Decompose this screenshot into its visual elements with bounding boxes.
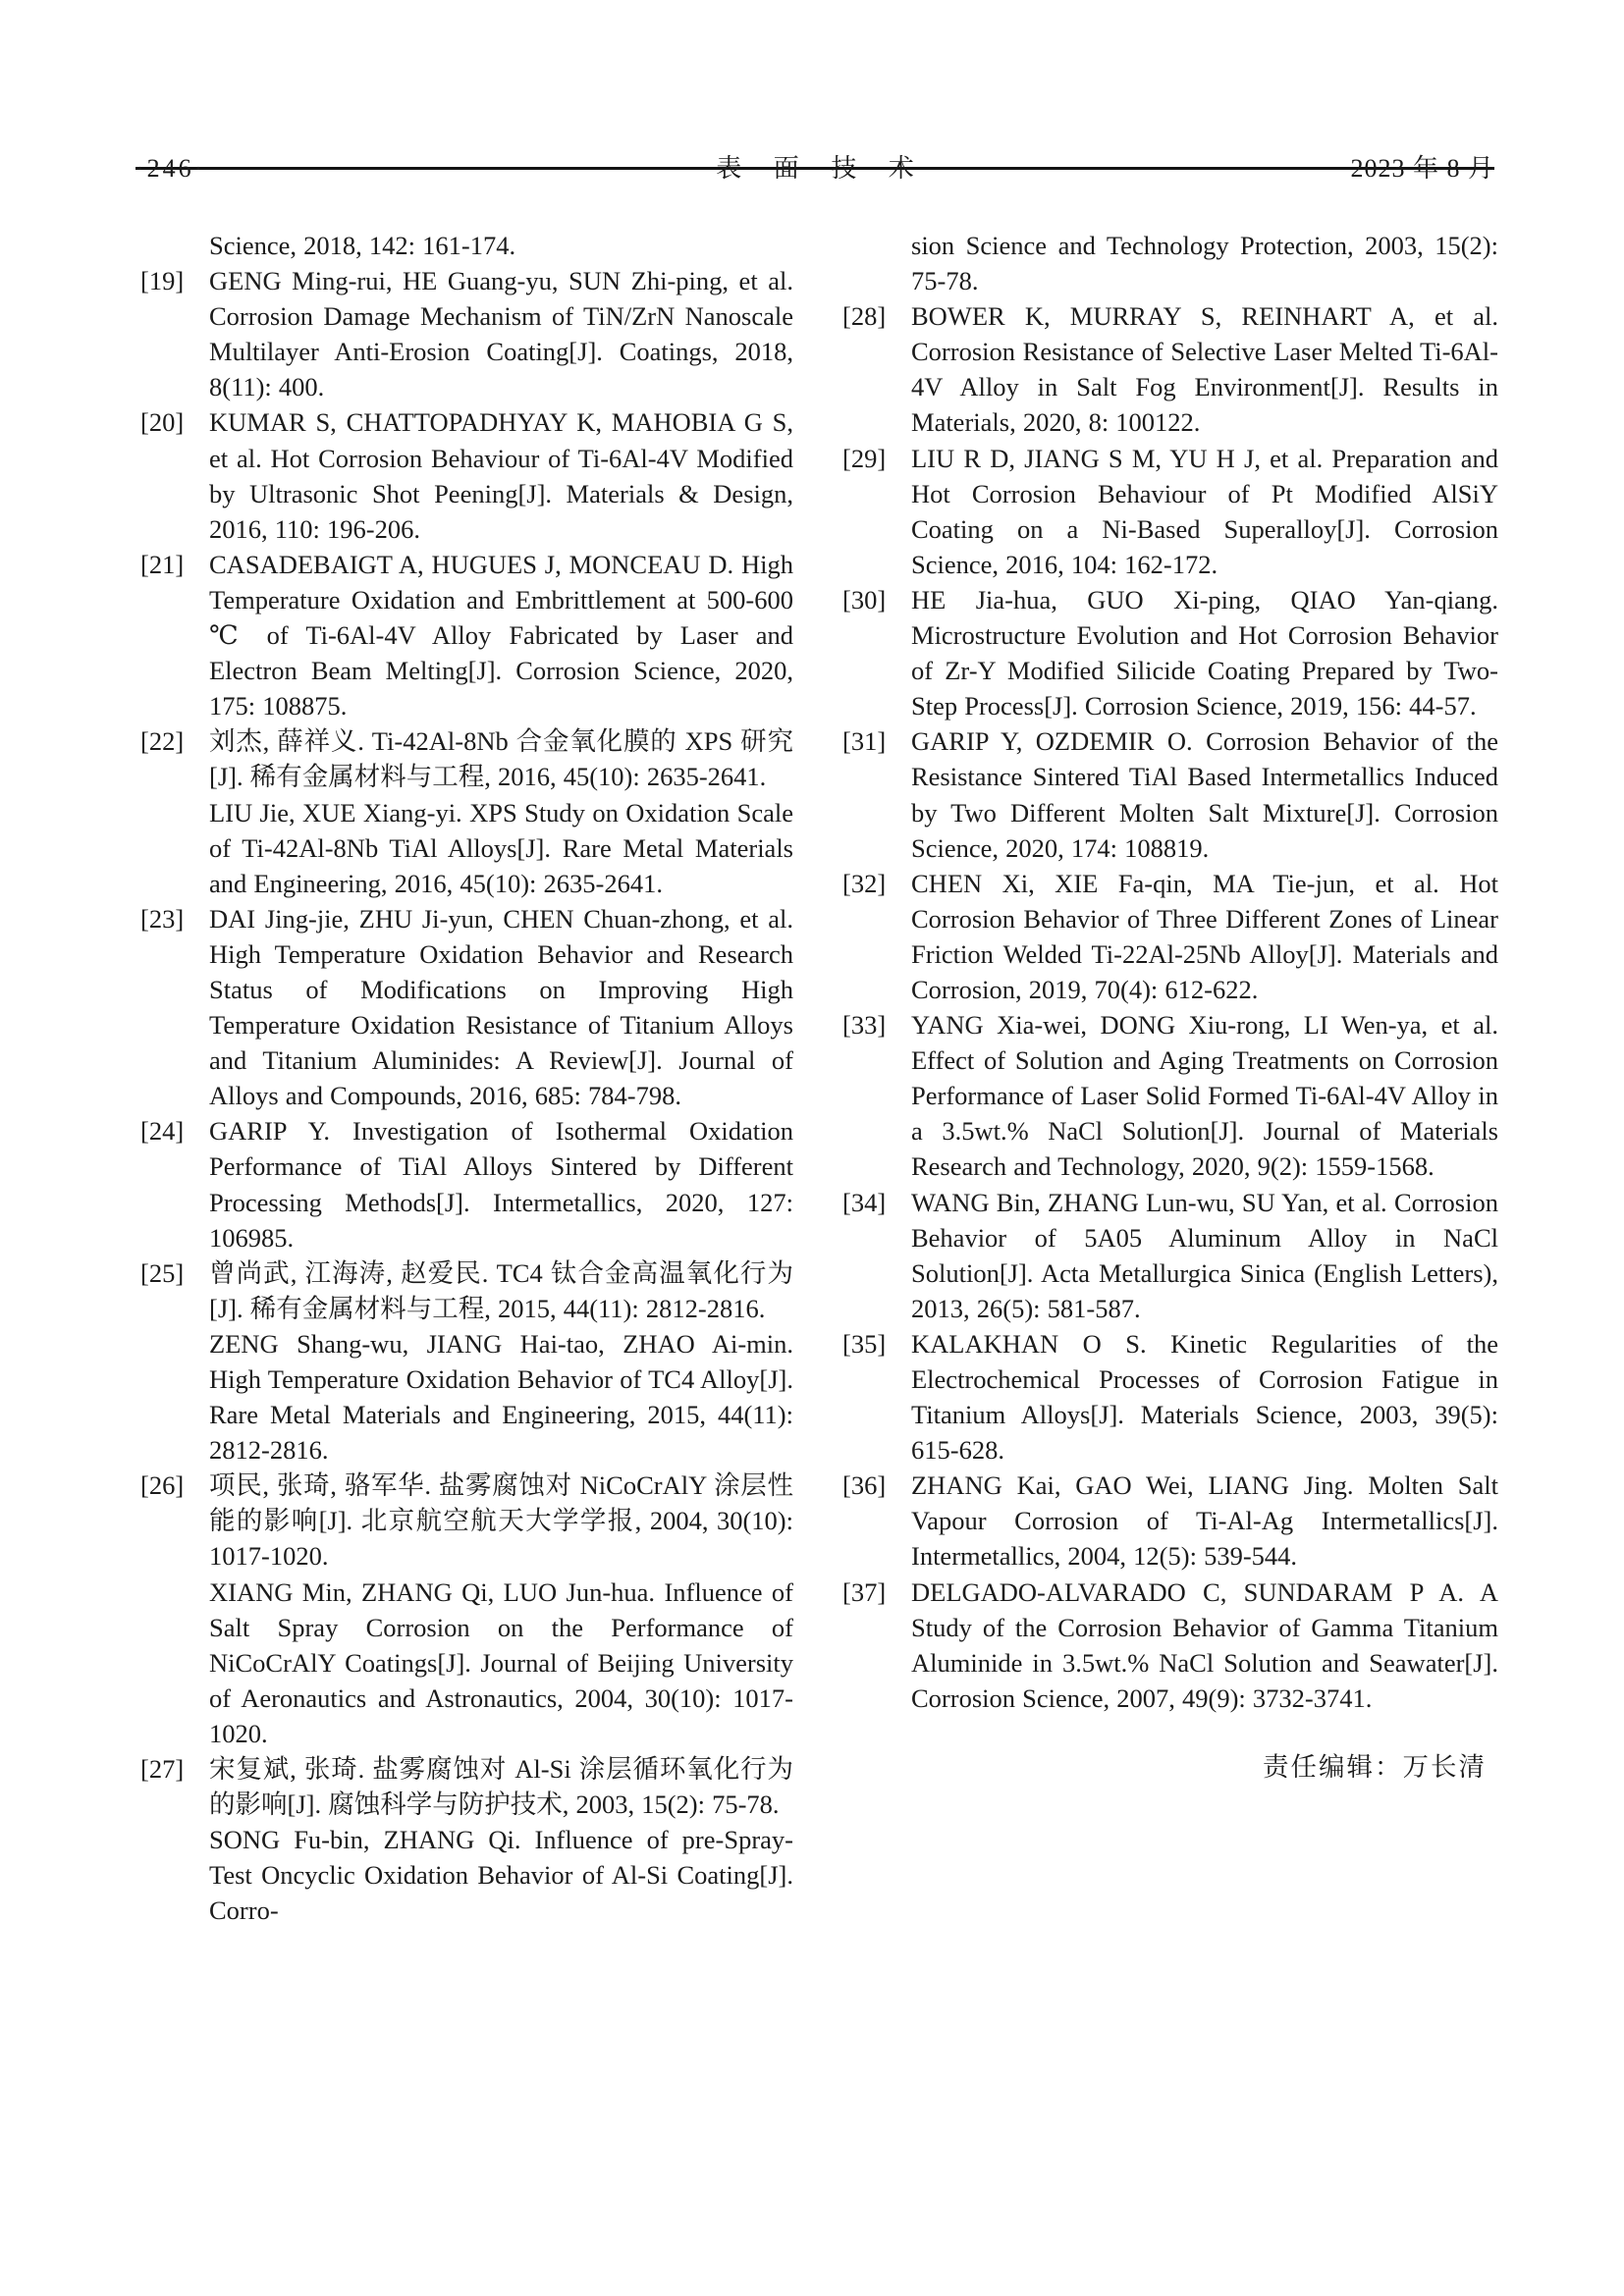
reference-item — [842, 1185, 1498, 1326]
reference-text: 项民, 张琦, 骆军华. 盐雾腐蚀对 NiCoCrAlY 涂层性能的影响[J]. 北京航空航天大学学报, 2004, 30(10): 1017-1020. — [209, 1470, 793, 1572]
reference-item — [140, 723, 793, 900]
reference-item — [140, 404, 793, 546]
reference-text: ZHANG Kai, GAO Wei, LIANG Jing. Molten Salt Vapour Corrosion of Ti-Al-Ag Intermetallics[J]. Intermetallics, 2004, 12(5): 539-544. — [911, 1470, 1498, 1572]
reference-item — [140, 547, 793, 723]
reference-text: XIANG Min, ZHANG Qi, LUO Jun-hua. Influence of Salt Spray Corrosion on the Performance of NiCoCrAlY Coatings[J]. Journal of Beijing University of Aeronautics and Astronautics, 2004, 30(10): 1017-1020. — [209, 1576, 793, 1748]
reference-item — [842, 298, 1498, 440]
reference-text: KALAKHAN O S. Kinetic Regularities of the Electrochemical Processes of Corrosion Fatigue in Titanium Alloys[J]. Materials Science, 2003, 39(5): 615-628. — [911, 1328, 1498, 1466]
reference-text: CASADEBAIGT A, HUGUES J, MONCEAU D. High Temperature Oxidation and Embrittlement at 500-600 ℃ of Ti-6Al-4V Alloy Fabricated by Laser and Electron Beam Melting[J]. Corrosion Science, 2020, 175: 108875. — [209, 549, 793, 721]
reference-text: 曾尚武, 江海涛, 赵爱民. TC4 钛合金高温氧化行为[J]. 稀有金属材料与工程, 2015, 44(11): 2812-2816. — [209, 1257, 793, 1323]
reference-item — [140, 1468, 793, 1751]
reference-number: [30] — [842, 584, 887, 614]
reference-text: GENG Ming-rui, HE Guang-yu, SUN Zhi-ping, et al. Corrosion Damage Mechanism of TiN/ZrN Nanoscale Multilayer Anti-Erosion Coating[J]. Coatings, 2018, 8(11): 400. — [209, 266, 793, 402]
reference-number: [29] — [842, 443, 887, 473]
reference-text: WANG Bin, ZHANG Lun-wu, SU Yan, et al. Corrosion Behavior of 5A05 Aluminum Alloy in NaCl Solution[J]. Acta Metallurgica Sinica (English Letters), 2013, 26(5): 581-587. — [911, 1187, 1498, 1323]
reference-item — [842, 1575, 1498, 1716]
reference-number: [21] — [140, 549, 185, 579]
reference-number: [27] — [140, 1754, 185, 1785]
reference-item — [842, 866, 1498, 1007]
column-left — [140, 228, 793, 1929]
reference-text: GARIP Y, OZDEMIR O. Corrosion Behavior of the Resistance Sintered TiAl Based Intermetallics Induced by Two Different Molten Salt Mixture[J]. Corrosion Science, 2020, 174: 108819. — [911, 726, 1498, 863]
reference-number: [33] — [842, 1010, 887, 1041]
reference-item — [140, 1113, 793, 1255]
reference-text: KUMAR S, CHATTOPADHYAY K, MAHOBIA G S, et al. Hot Corrosion Behaviour of Ti-6Al-4V Modified by Ultrasonic Shot Peening[J]. Materials & Design, 2016, 110: 196-206. — [209, 407, 793, 544]
reference-number: [32] — [842, 868, 887, 898]
reference-number: [25] — [140, 1257, 185, 1288]
reference-number: [28] — [842, 301, 887, 332]
reference-text: LIU R D, JIANG S M, YU H J, et al. Preparation and Hot Corrosion Behaviour of Pt Modified AlSiY Coating on a Ni-Based Superalloy[J]. Corrosion Science, 2016, 104: 162-172. — [911, 443, 1498, 579]
reference-text: LIU Jie, XUE Xiang-yi. XPS Study on Oxidation Scale of Ti-42Al-8Nb TiAl Alloys[J]. Rare Metal Materials and Engineering, 2016, 45(10): 2635-2641. — [209, 797, 793, 898]
reference-text: 刘杰, 薛祥义. Ti-42Al-8Nb 合金氧化膜的 XPS 研究[J]. 稀有金属材料与工程, 2016, 45(10): 2635-2641. — [209, 726, 793, 792]
column-right — [842, 228, 1498, 1785]
reference-number: [19] — [140, 266, 185, 296]
journal-title: 表 面 技 术 — [716, 154, 914, 183]
reference-number: [20] — [140, 407, 185, 438]
reference-text: CHEN Xi, XIE Fa-qin, MA Tie-jun, et al. Hot Corrosion Behavior of Three Different Zones of Linear Friction Welded Ti-22Al-25Nb Alloy[J]. Materials and Corrosion, 2019, 70(4): 612-622. — [911, 868, 1498, 1004]
reference-item — [140, 1255, 793, 1468]
reference-number: [26] — [140, 1470, 185, 1501]
issue-date: 2023 年 8 月 — [1350, 154, 1494, 183]
reference-item — [842, 441, 1498, 582]
reference-number: [36] — [842, 1470, 887, 1501]
reference-text: YANG Xia-wei, DONG Xiu-rong, LI Wen-ya, et al. Effect of Solution and Aging Treatments on Corrosion Performance of Laser Solid Formed Ti-6Al-4V Alloy in a 3.5wt.% NaCl Solution[J]. Journal of Materials Research and Technology, 2020, 9(2): 1559-1568. — [911, 1010, 1498, 1182]
reference-item — [842, 1468, 1498, 1574]
reference-text: sion Science and Technology Protection, 2003, 15(2): 75-78. — [911, 231, 1498, 296]
reference-text: 宋复斌, 张琦. 盐雾腐蚀对 Al-Si 涂层循环氧化行为的影响[J]. 腐蚀科学与防护技术, 2003, 15(2): 75-78. — [209, 1754, 793, 1820]
reference-item — [140, 901, 793, 1114]
reference-number: [34] — [842, 1187, 887, 1217]
reference-continuation — [842, 228, 1498, 298]
reference-text: GARIP Y. Investigation of Isothermal Oxidation Performance of TiAl Alloys Sintered by Different Processing Methods[J]. Intermetallics, 2020, 127: 106985. — [209, 1116, 793, 1253]
reference-number: [24] — [140, 1116, 185, 1147]
reference-number: [23] — [140, 903, 185, 934]
reference-item — [842, 582, 1498, 723]
reference-text: ZENG Shang-wu, JIANG Hai-tao, ZHAO Ai-min. High Temperature Oxidation Behavior of TC4 Alloy[J]. Rare Metal Materials and Engineering, 2015, 44(11): 2812-2816. — [209, 1328, 793, 1466]
reference-text: HE Jia-hua, GUO Xi-ping, QIAO Yan-qiang. Microstructure Evolution and Hot Corrosion Behavior of Zr-Y Modified Silicide Coating Prepared by Two-Step Process[J]. Corrosion Science, 2019, 156: 44-57. — [911, 584, 1498, 721]
reference-item — [842, 1326, 1498, 1468]
reference-text: DAI Jing-jie, ZHU Ji-yun, CHEN Chuan-zhong, et al. High Temperature Oxidation Behavior and Research Status of Modifications on Improving High Temperature Oxidation Resistance of Titanium Alloys and Titanium Aluminides: A Review[J]. Journal of Alloys and Compounds, 2016, 685: 784-798. — [209, 903, 793, 1111]
reference-item — [140, 263, 793, 404]
reference-item — [140, 1751, 793, 1928]
reference-text: DELGADO-ALVARADO C, SUNDARAM P A. A Study of the Corrosion Behavior of Gamma Titanium Aluminide in 3.5wt.% NaCl Solution and Seawater[J]. Corrosion Science, 2007, 49(9): 3732-3741. — [911, 1576, 1498, 1713]
reference-text: BOWER K, MURRAY S, REINHART A, et al. Corrosion Resistance of Selective Laser Melted Ti-6Al-4V Alloy in Salt Fog Environment[J]. Results in Materials, 2020, 8: 100122. — [911, 301, 1498, 438]
responsible-editor: 责任编辑：万长清 — [1263, 1751, 1487, 1782]
reference-number: [35] — [842, 1328, 887, 1359]
reference-number: [31] — [842, 726, 887, 757]
reference-item — [842, 723, 1498, 865]
reference-text: Science, 2018, 142: 161-174. — [209, 231, 516, 260]
reference-number: [22] — [140, 726, 185, 757]
running-head — [135, 153, 1494, 183]
reference-text: SONG Fu-bin, ZHANG Qi. Influence of pre-Spray-Test Oncyclic Oxidation Behavior of Al-Si Coating[J]. Corro- — [209, 1825, 793, 1926]
reference-number: [37] — [842, 1576, 887, 1607]
page-number: ·246· — [135, 154, 206, 183]
reference-continuation — [140, 228, 793, 263]
reference-item — [842, 1007, 1498, 1184]
